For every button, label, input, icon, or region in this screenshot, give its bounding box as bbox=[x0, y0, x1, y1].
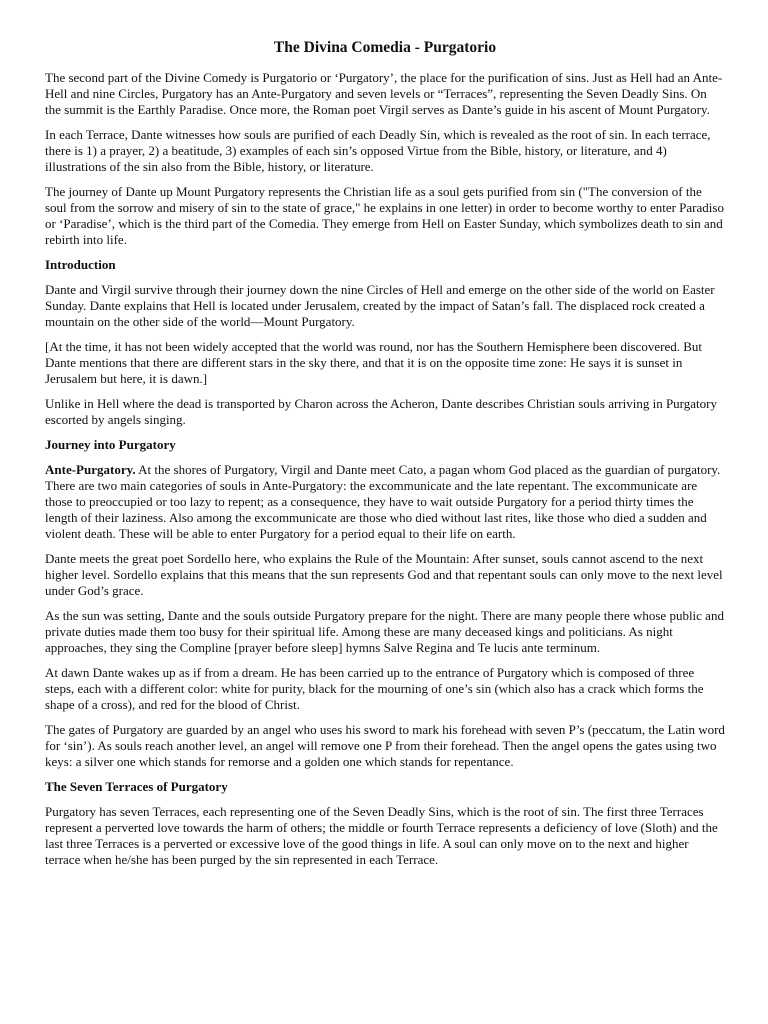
journey-paragraph: At dawn Dante wakes up as if from a dream. He has been carried up to the entrance of Purgatory which is composed of three steps, each with a different color: white for purity, black for the mourning of one’s sin (which also has a crack which forms the shape of a cross), and red for the blood of Christ. bbox=[45, 665, 704, 712]
journey-paragraph: Dante meets the great poet Sordello here, who explains the Rule of the Mountain: After sunset, souls cannot ascend to the next higher level. Sordello explains that this means that the sun represents God and that repentant souls can only move to the next level under God’s grace. bbox=[45, 551, 723, 598]
section-heading-journey: Journey into Purgatory bbox=[45, 437, 176, 452]
introduction-paragraph: Unlike in Hell where the dead is transported by Charon across the Acheron, Dante describes Christian souls arriving in Purgatory escorted by angels singing. bbox=[45, 396, 717, 427]
ante-purgatory-lead: Ante-Purgatory. bbox=[45, 462, 136, 477]
ante-purgatory-paragraph bbox=[45, 462, 725, 542]
section-heading-seven-terraces: The Seven Terraces of Purgatory bbox=[45, 779, 228, 794]
terraces-paragraph: Purgatory has seven Terraces, each representing one of the Seven Deadly Sins, which is the root of sin. The first three Terraces represent a perverted love towards the harm of others; the middle or fourth Terrace represents a deficiency of love (Sloth) and the last three Terraces is a perverted or excessive love of the good things in life. A soul can only move on to the next and higher terrace when he/she has been purged by the sin represented in each Terrace. bbox=[45, 804, 718, 867]
section-heading-introduction: Introduction bbox=[45, 257, 116, 272]
intro-paragraph: The second part of the Divine Comedy is Purgatorio or ‘Purgatory’, the place for the purification of sins. Just as Hell had an Ante-Hell and nine Circles, Purgatory has an Ante-Purgatory and seven levels or “Terraces”, representing the Seven Deadly Sins. On the summit is the Earthly Paradise. Once more, the Roman poet Virgil serves as Dante’s guide in his ascent of Mount Purgatory. bbox=[45, 70, 723, 117]
introduction-paragraph: Dante and Virgil survive through their journey down the nine Circles of Hell and emerge on the other side of the world on Easter Sunday. Dante explains that Hell is located under Jerusalem, created by the impact of Satan’s fall. The displaced rock created a mountain on the other side of the world—Mount Purgatory. bbox=[45, 282, 715, 329]
intro-paragraph: The journey of Dante up Mount Purgatory represents the Christian life as a soul gets purified from sin ("The conversion of the soul from the sorrow and misery of sin to the state of grace," he explains in one letter) in order to become worthy to enter Paradiso or ‘Paradise’, which is the third part of the Comedia. They emerge from Hell on Easter Sunday, which symbolizes death to sin and rebirth into life. bbox=[45, 184, 724, 247]
intro-paragraph: In each Terrace, Dante witnesses how souls are purified of each Deadly Sin, which is revealed as the root of sin. In each terrace, there is 1) a prayer, 2) a beatitude, 3) examples of each sin’s opposed Virtue from the Bible, history, or literature, and 4) illustrations of the sin also from the Bible, history, or literature. bbox=[45, 127, 711, 174]
document-page bbox=[45, 38, 725, 877]
introduction-paragraph: [At the time, it has not been widely accepted that the world was round, nor has the Southern Hemisphere been discovered. But Dante mentions that there are different stars in the sky there, and that it is on the opposite time zone: He says it is sunset in Jerusalem but here, it is dawn.] bbox=[45, 339, 703, 386]
ante-purgatory-text: At the shores of Purgatory, Virgil and Dante meet Cato, a pagan whom God placed as the guardian of purgatory. There are two main categories of souls in Ante-Purgatory: the excommunicate and the late repentant. The excommunicate are those to preoccupied or too lazy to repent; as a consequence, they have to wait outside Purgatory for a period thirty times the length of their laziness. Also among the excommunicate are those who died without last rites, like those who died a sudden and violent death. These will be able to enter Purgatory for a period equal to their life on earth. bbox=[45, 462, 721, 541]
journey-paragraph: The gates of Purgatory are guarded by an angel who uses his sword to mark his forehead with seven P’s (peccatum, the Latin word for ‘sin’). As souls reach another level, an angel will remove one P from their forehead. Then the angel opens the gates using two keys: a silver one which stands for remorse and a golden one which stands for repentance. bbox=[45, 722, 725, 769]
journey-paragraph: As the sun was setting, Dante and the souls outside Purgatory prepare for the night. There are many people there whose public and private duties made them too busy for their spiritual life. Among these are many deceased kings and politicians. As night approaches, they sing the Compline [prayer before sleep] hymns Salve Regina and Te lucis ante terminum. bbox=[45, 608, 724, 655]
document-title: The Divina Comedia - Purgatorio bbox=[273, 39, 497, 56]
